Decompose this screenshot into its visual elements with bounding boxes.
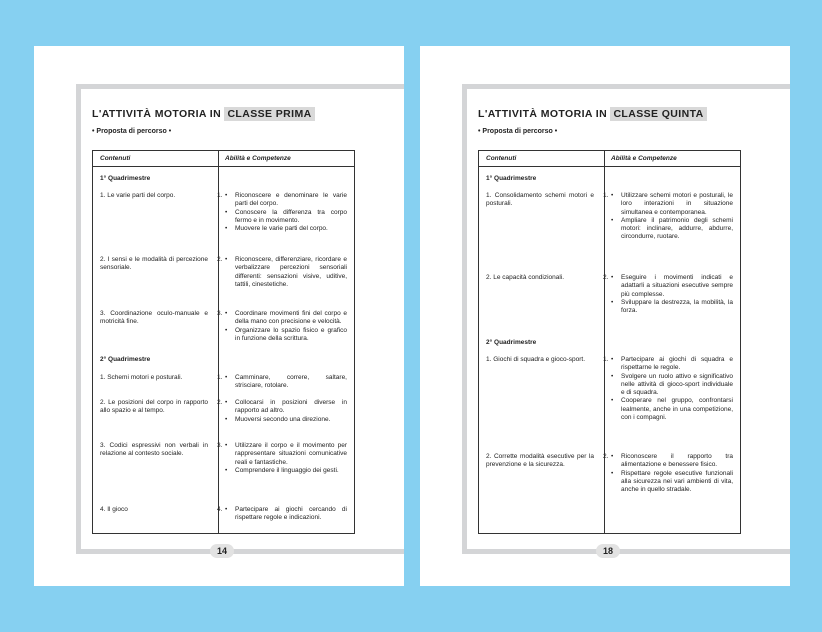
skill-item: • Svolgere un ruolo attivo e significativo nelle attività di gioco-sport individuale e di squadra. — [611, 372, 733, 397]
section-heading: 1° Quadrimestre — [100, 175, 151, 182]
table-header — [93, 151, 354, 167]
skills-cell — [217, 192, 347, 233]
title-highlight: CLASSE PRIMA — [224, 107, 314, 121]
skill-item: 2. • Riconoscere, differenziare, ricordare e verbalizzare percezioni sensoriali differenti: sensazioni visive, uditive, tattili, cinestetiche. — [217, 256, 347, 288]
skills-cell — [217, 310, 347, 343]
header-abilita: Abilità e Competenze — [225, 155, 291, 162]
column-divider — [218, 151, 219, 533]
skills-cell — [603, 192, 733, 242]
content-cell: 1. Giochi di squadra e gioco-sport. — [486, 356, 585, 363]
header-contenuti: Contenuti — [100, 155, 131, 162]
title-prefix: L'ATTIVITÀ MOTORIA IN — [478, 108, 608, 120]
content-cell: 2. I sensi e le modalità di percezione sensoriale. — [100, 256, 208, 272]
content-cell: 4. Il gioco — [100, 506, 128, 513]
page-frame-top — [462, 84, 790, 89]
section-heading: 2° Quadrimestre — [100, 356, 151, 363]
skills-cell — [217, 442, 347, 475]
page-title — [478, 108, 707, 120]
curriculum-table — [478, 150, 741, 534]
page-subtitle: • Proposta di percorso • — [478, 128, 558, 135]
page-subtitle: • Proposta di percorso • — [92, 128, 172, 135]
content-cell: 1. Schemi motori e posturali. — [100, 374, 183, 381]
skill-item: 1. • Riconoscere e denominare le varie parti del corpo. — [217, 192, 347, 208]
page-number: 14 — [210, 544, 234, 558]
column-divider — [604, 151, 605, 533]
skills-cell — [217, 256, 347, 289]
page-frame-bottom — [76, 549, 404, 554]
content-cell: 1. Consolidamento schemi motori e posturali. — [486, 192, 594, 208]
content-cell: 3. Codici espressivi non verbali in relazione al contesto sociale. — [100, 442, 208, 458]
skill-item: • Ampliare il patrimonio degli schemi motori: inclinare, addurre, abdurre, circondurre, ruotare. — [611, 216, 733, 241]
content-cell: 2. Le capacità condizionali. — [486, 274, 565, 281]
page-number: 18 — [596, 544, 620, 558]
page-frame-top — [76, 84, 404, 89]
skill-item: • Comprendere il linguaggio dei gesti. — [225, 466, 339, 474]
title-highlight: CLASSE QUINTA — [610, 107, 706, 121]
section-heading: 1° Quadrimestre — [486, 175, 537, 182]
skill-item: • Organizzare lo spazio fisico e grafico in funzione della scrittura. — [225, 326, 347, 342]
skill-item: • Sviluppare la destrezza, la mobilità, la forza. — [611, 298, 733, 315]
page-frame-bottom — [462, 549, 790, 554]
skill-item: • Muovere le varie parti del corpo. — [225, 225, 328, 233]
book-page-right — [420, 46, 790, 586]
page-title — [92, 108, 315, 120]
skill-item: • Muoversi secondo una direzione. — [225, 415, 331, 423]
content-cell: 3. Coordinazione oculo-manuale e motricità fine. — [100, 310, 208, 326]
section-heading: 2° Quadrimestre — [486, 339, 537, 346]
content-cell: 2. Corrette modalità esecutive per la prevenzione e la sicurezza. — [486, 453, 594, 469]
skill-item: 1. • Camminare, correre, saltare, strisciare, rotolare. — [217, 374, 347, 390]
title-prefix: L'ATTIVITÀ MOTORIA IN — [92, 108, 222, 120]
skill-item: 2. • Eseguire i movimenti indicati e adattarli a situazioni esecutive sempre più complesse. — [603, 274, 733, 298]
header-contenuti: Contenuti — [486, 155, 517, 162]
content-cell: 2. Le posizioni del corpo in rapporto allo spazio e al tempo. — [100, 399, 208, 415]
content-cell: 1. Le varie parti del corpo. — [100, 192, 176, 199]
table-header — [479, 151, 740, 167]
curriculum-table — [92, 150, 355, 534]
page-frame-left — [462, 84, 467, 554]
skill-item: • Conoscere la differenza tra corpo fermo e in movimento. — [225, 208, 347, 224]
skills-cell — [603, 356, 733, 422]
skill-item: 3. • Utilizzare il corpo e il movimento per rappresentare situazioni comunicative reali e fantastiche. — [217, 442, 347, 466]
skill-item: • Rispettare regole esecutive funzionali alla sicurezza nei vari ambienti di vita, anche in quello stradale. — [611, 469, 733, 494]
skill-item: • Cooperare nel gruppo, confrontarsi lealmente, anche in una competizione, con i compagni. — [611, 397, 733, 422]
skills-cell — [217, 506, 347, 523]
skills-cell — [217, 374, 347, 391]
book-page-left — [34, 46, 404, 586]
skill-item: 1. • Utilizzare schemi motori e posturali, le loro interazioni in situazione simultanea e contemporanea. — [603, 192, 733, 216]
skill-item: 3. • Coordinare movimenti fini del corpo e della mano con precisione e velocità. — [217, 310, 347, 326]
skills-cell — [603, 453, 733, 494]
skills-cell — [217, 399, 347, 424]
skills-cell — [603, 274, 733, 315]
skill-item: 2. • Collocarsi in posizioni diverse in rapporto ad altro. — [217, 399, 347, 415]
skill-item: 1. • Partecipare ai giochi di squadra e rispettarne le regole. — [603, 356, 733, 372]
header-abilita: Abilità e Competenze — [611, 155, 677, 162]
skill-item: 4. • Partecipare ai giochi cercando di rispettare regole e indicazioni. — [217, 506, 347, 522]
page-frame-left — [76, 84, 81, 554]
skill-item: 2. • Riconoscere il rapporto tra alimentazione e benessere fisico. — [603, 453, 733, 469]
